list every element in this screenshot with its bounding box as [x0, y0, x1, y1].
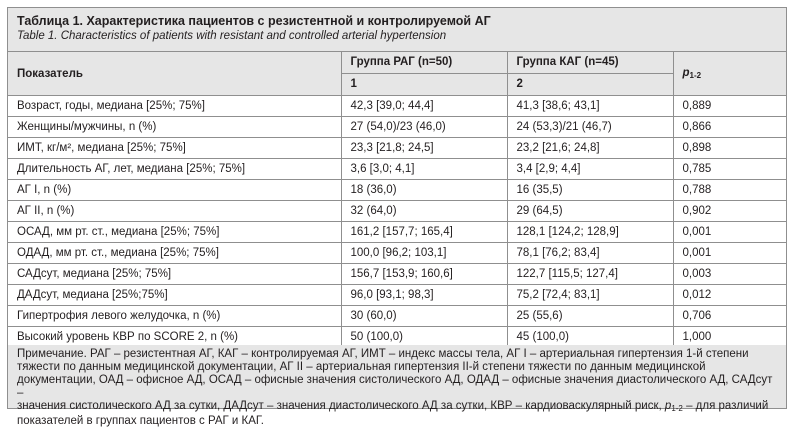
- row-group2-value: 41,3 [38,6; 43,1]: [507, 96, 673, 117]
- row-group1-value: 18 (36,0): [341, 180, 507, 201]
- row-label: Возраст, годы, медиана [25%; 75%]: [8, 96, 341, 117]
- note-line-1: Примечание. РАГ – резистентная АГ, КАГ – контролируемая АГ, ИМТ – индекс массы тела, АГ I – артериальная гипертензия 1-й степени: [17, 348, 749, 360]
- note-line-4-post: – для различий: [682, 400, 769, 412]
- row-group2-value: 23,2 [21,6; 24,8]: [507, 138, 673, 159]
- row-label: САДсут, медиана [25%; 75%]: [8, 264, 341, 285]
- row-p-value: 0,001: [673, 222, 786, 243]
- table-row: [8, 222, 786, 243]
- row-group1-value: 100,0 [96,2; 103,1]: [341, 243, 507, 264]
- row-p-value: 0,898: [673, 138, 786, 159]
- row-group1-value: 30 (60,0): [341, 306, 507, 327]
- row-label: АГ I, n (%): [8, 180, 341, 201]
- row-label: Длительность АГ, лет, медиана [25%; 75%]: [8, 159, 341, 180]
- row-group2-value: 78,1 [76,2; 83,4]: [507, 243, 673, 264]
- row-label: АГ II, n (%): [8, 201, 341, 222]
- row-p-value: 0,001: [673, 243, 786, 264]
- row-p-value: 0,012: [673, 285, 786, 306]
- table-row: [8, 285, 786, 306]
- row-p-value: 0,785: [673, 159, 786, 180]
- header-indicator: Показатель: [8, 52, 341, 96]
- row-label: Женщины/мужчины, n (%): [8, 117, 341, 138]
- row-group2-value: 3,4 [2,9; 4,4]: [507, 159, 673, 180]
- row-group2-value: 16 (35,5): [507, 180, 673, 201]
- note-line-3: документации, ОАД – офисное АД, ОСАД – офисные значения систолического АД, ОДАД – офисные значения диастолического АД, САДсут –: [17, 374, 773, 399]
- row-group2-value: 45 (100,0): [507, 327, 673, 348]
- row-group2-value: 24 (53,3)/21 (46,7): [507, 117, 673, 138]
- row-group1-value: 3,6 [3,0; 4,1]: [341, 159, 507, 180]
- row-group2-value: 122,7 [115,5; 127,4]: [507, 264, 673, 285]
- row-p-value: 0,788: [673, 180, 786, 201]
- row-label: ИМТ, кг/м², медиана [25%; 75%]: [8, 138, 341, 159]
- table-title-en: Table 1. Characteristics of patients with resistant and controlled arterial hypertension: [17, 30, 447, 42]
- table-title-ru: Таблица 1. Характеристика пациентов с резистентной и контролируемой АГ: [17, 14, 491, 28]
- table-row: [8, 201, 786, 222]
- table-frame: [7, 7, 787, 427]
- row-group1-value: 42,3 [39,0; 44,4]: [341, 96, 507, 117]
- characteristics-table: [8, 52, 786, 348]
- row-group2-value: 128,1 [124,2; 128,9]: [507, 222, 673, 243]
- row-p-value: 0,003: [673, 264, 786, 285]
- row-p-value: 0,889: [673, 96, 786, 117]
- header-p: [673, 52, 786, 96]
- header-group2-number: 2: [507, 73, 673, 95]
- note-p-letter: p: [664, 400, 672, 412]
- header-group1: Группа РАГ (n=50): [341, 52, 507, 73]
- row-label: ДАДсут, медиана [25%;75%]: [8, 285, 341, 306]
- row-p-value: 1,000: [673, 327, 786, 348]
- table-row: [8, 180, 786, 201]
- row-group1-value: 96,0 [93,1; 98,3]: [341, 285, 507, 306]
- row-group1-value: 32 (64,0): [341, 201, 507, 222]
- table-row: [8, 306, 786, 327]
- header-row: [8, 52, 786, 73]
- header-group2: Группа КАГ (n=45): [507, 52, 673, 73]
- note-line-4-pre: значения систолического АД за сутки, ДАДсут – значения диастолического АД за сутки, КВР – кардиоваскулярный риск,: [17, 400, 665, 412]
- note-line-5: показателей в группах пациентов с РАГ и КАГ.: [17, 415, 264, 427]
- table-row: [8, 138, 786, 159]
- p-subscript: 1-2: [689, 71, 702, 80]
- row-group2-value: 29 (64,5): [507, 201, 673, 222]
- table-row: [8, 243, 786, 264]
- note-p-subscript: 1-2: [671, 404, 683, 413]
- row-group1-value: 27 (54,0)/23 (46,0): [341, 117, 507, 138]
- row-label: ОДАД, мм рт. ст., медиана [25%; 75%]: [8, 243, 341, 264]
- p-symbol: [683, 67, 702, 79]
- table-row: [8, 96, 786, 117]
- table-row: [8, 117, 786, 138]
- table-row: [8, 159, 786, 180]
- note-line-2: тяжести по данным медицинской документации, АГ II – артериальная гипертензия II-й степени тяжести по данным медицинской: [17, 361, 706, 373]
- row-group2-value: 25 (55,6): [507, 306, 673, 327]
- row-label: Высокий уровень КВР по SCORE 2, n (%): [8, 327, 341, 348]
- table-row: [8, 264, 786, 285]
- row-p-value: 0,902: [673, 201, 786, 222]
- note-line-4: [17, 400, 776, 415]
- row-label: ОСАД, мм рт. ст., медиана [25%; 75%]: [8, 222, 341, 243]
- row-label: Гипертрофия левого желудочка, n (%): [8, 306, 341, 327]
- p-letter: p: [682, 67, 690, 79]
- row-p-value: 0,866: [673, 117, 786, 138]
- row-group1-value: 161,2 [157,7; 165,4]: [341, 222, 507, 243]
- row-group1-value: 50 (100,0): [341, 327, 507, 348]
- table-caption: [8, 8, 786, 52]
- row-group2-value: 75,2 [72,4; 83,1]: [507, 285, 673, 306]
- table-note: [8, 345, 786, 427]
- row-group1-value: 156,7 [153,9; 160,6]: [341, 264, 507, 285]
- row-p-value: 0,706: [673, 306, 786, 327]
- row-group1-value: 23,3 [21,8; 24,5]: [341, 138, 507, 159]
- header-group1-number: 1: [341, 73, 507, 95]
